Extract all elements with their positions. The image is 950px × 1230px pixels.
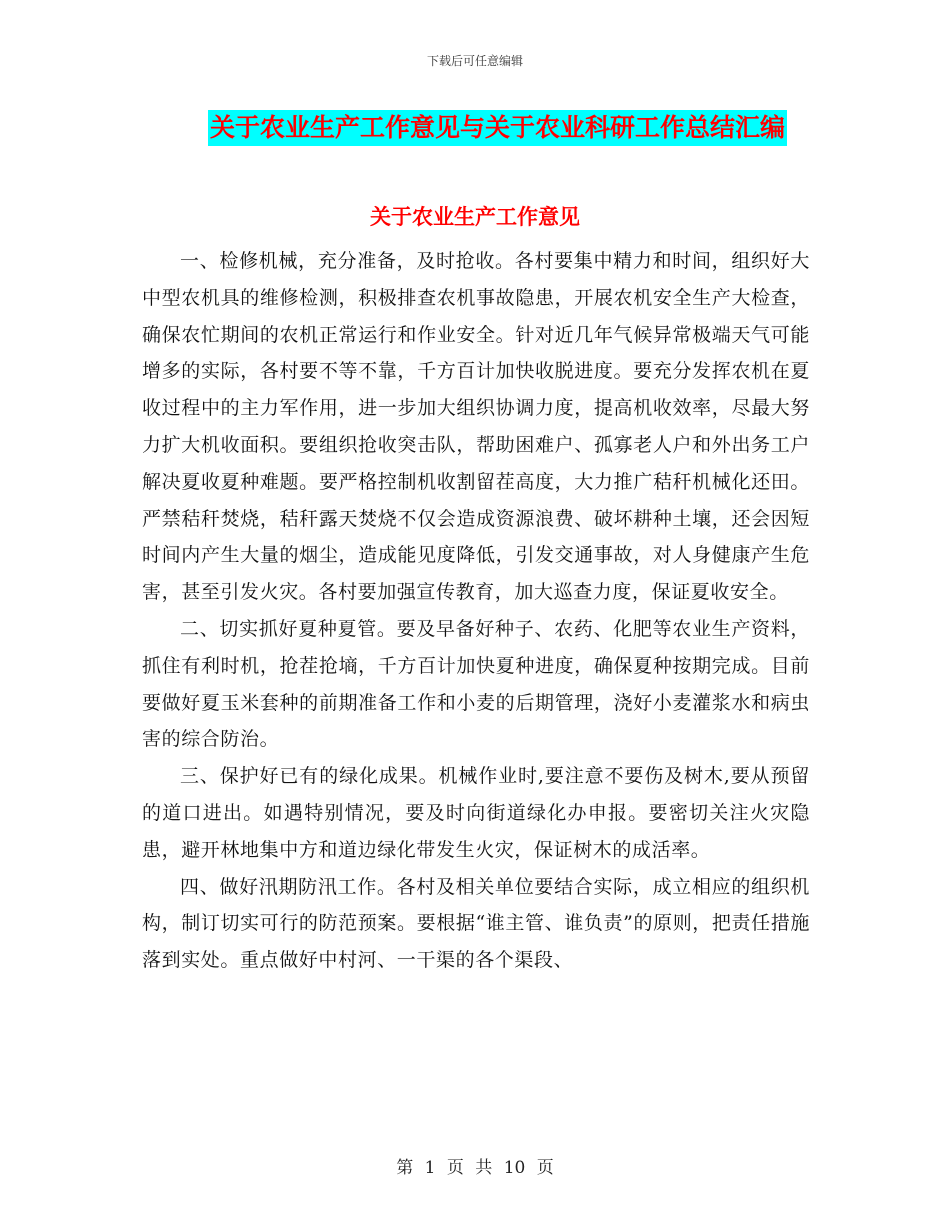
- paragraph-2: 二、切实抓好夏种夏管。要及早备好种子、农药、化肥等农业生产资料，抓住有利时机，抢茬抢墒，千方百计加快夏种进度，确保夏种按期完成。目前要做好夏玉米套种的前期准备工作和小麦的后期管理，浇好小麦灌浆水和病虫害的综合防治。: [142, 617, 810, 751]
- document-body: [142, 243, 810, 979]
- page-number: 第 1 页 共 10 页: [396, 1158, 554, 1178]
- main-title: 关于农业生产工作意见与关于农业科研工作总结汇编: [208, 110, 787, 146]
- header-note: 下载后可任意编辑: [426, 54, 523, 68]
- section-title: 关于农业生产工作意见: [370, 204, 580, 229]
- paragraph-3: 三、保护好已有的绿化成果。机械作业时,要注意不要伤及树木,要从预留的道口进出。如遇特别情况，要及时向街道绿化办申报。要密切关注火灾隐患，避开林地集中方和道边绿化带发生火灾，保证树木的成活率。: [142, 765, 810, 861]
- paragraph-1: 一、检修机械，充分准备，及时抢收。各村要集中精力和时间，组织好大中型农机具的维修检测，积极排查农机事故隐患，开展农机安全生产大检查，确保农忙期间的农机正常运行和作业安全。针对近几年气候异常极端天气可能增多的实际，各村要不等不靠，千方百计加快收脱进度。要充分发挥农机在夏收过程中的主力军作用，进一步加大组织协调力度，提高机收效率，尽最大努力扩大机收面积。要组织抢收突击队，帮助困难户、孤寡老人户和外出务工户解决夏收夏种难题。要严格控制机收割留茬高度，大力推广秸秆机械化还田。严禁秸秆焚烧，秸秆露天焚烧不仅会造成资源浪费、破坏耕种土壤，还会因短时间内产生大量的烟尘，造成能见度降低，引发交通事故，对人身健康产生危害，甚至引发火灾。各村要加强宣传教育，加大巡查力度，保证夏收安全。: [142, 250, 810, 604]
- main-title-container: [0, 110, 950, 146]
- paragraph-4: 四、做好汛期防汛工作。各村及相关单位要结合实际，成立相应的组织机构，制订切实可行的防范预案。要根据“谁主管、谁负责”的原则，把责任措施落到实处。重点做好中村河、一干渠的各个渠段、: [142, 875, 810, 972]
